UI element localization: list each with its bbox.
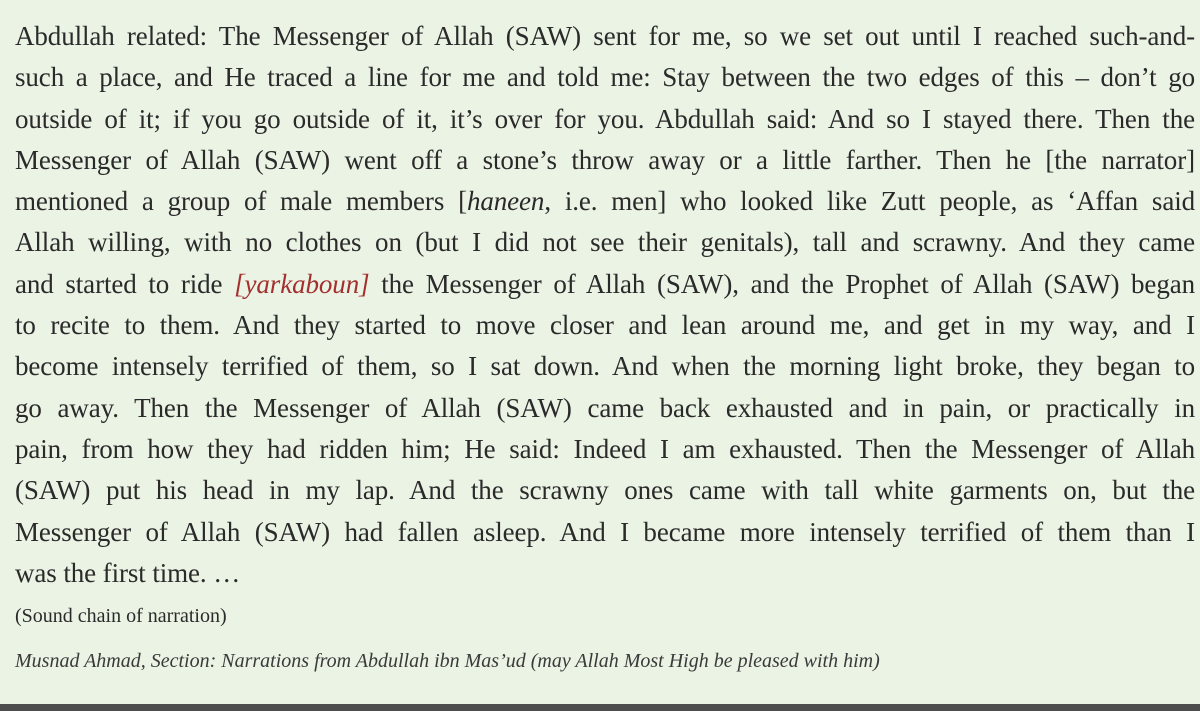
text-run: mentioned a group of male members [ bbox=[15, 186, 467, 217]
bottom-bar bbox=[0, 704, 1200, 711]
narration-line: go away. Then the Messenger of Allah (SAW) came back exhausted and in pain, or practically in bbox=[15, 392, 1195, 423]
narration-line: pain, from how they had ridden him; He said: Indeed I am exhausted. Then the Messenger of Allah bbox=[15, 433, 1195, 464]
narration-line: Abdullah related: The Messenger of Allah (SAW) sent for me, so we set out until I reached such-and- bbox=[15, 21, 1195, 51]
term-bracket-close: ] bbox=[359, 268, 370, 299]
narration-line: Messenger of Allah (SAW) went off a stone’s throw away or a little farther. Then he [the narrator] bbox=[15, 144, 1195, 175]
text-run: the Messenger of Allah (SAW), and the Prophet of Allah (SAW) began bbox=[369, 268, 1196, 299]
narration-line bbox=[15, 181, 1195, 222]
narration-grade: (Sound chain of narration) bbox=[15, 605, 227, 627]
highlighted-term-yarkaboun: yarkaboun bbox=[244, 268, 360, 299]
source-citation: Musnad Ahmad, Section: Narrations from Abdullah ibn Mas’ud (may Allah Most High be pleased with him) bbox=[15, 650, 880, 672]
text-run: , i.e. men] who looked like Zutt people, as ‘Affan said bbox=[544, 186, 1196, 217]
term-bracket-open: [ bbox=[234, 268, 245, 299]
narration-line: was the first time. … bbox=[15, 557, 241, 588]
narration-line: (SAW) put his head in my lap. And the scrawny ones came with tall white garments on, but the bbox=[15, 475, 1195, 506]
narration-line: Allah willing, with no clothes on (but I did not see their genitals), tall and scrawny. And they came bbox=[15, 227, 1195, 258]
narration-line: outside of it; if you go outside of it, it’s over for you. Abdullah said: And so I stayed there. Then the bbox=[15, 103, 1195, 134]
narration-line: such a place, and He traced a line for me and told me: Stay between the two edges of this – don’t go bbox=[15, 62, 1195, 93]
narration-line: Messenger of Allah (SAW) had fallen asleep. And I became more intensely terrified of them than I bbox=[15, 516, 1195, 547]
text-run: and started to ride bbox=[15, 268, 235, 299]
narration-line: become intensely terrified of them, so I sat down. And when the morning light broke, they began to bbox=[15, 351, 1195, 382]
italic-term-haneen: haneen bbox=[466, 186, 545, 217]
narration-paragraph bbox=[15, 16, 1195, 594]
narration-line bbox=[15, 264, 1195, 305]
narration-line: to recite to them. And they started to move closer and lean around me, and get in my way, and I bbox=[15, 310, 1195, 341]
